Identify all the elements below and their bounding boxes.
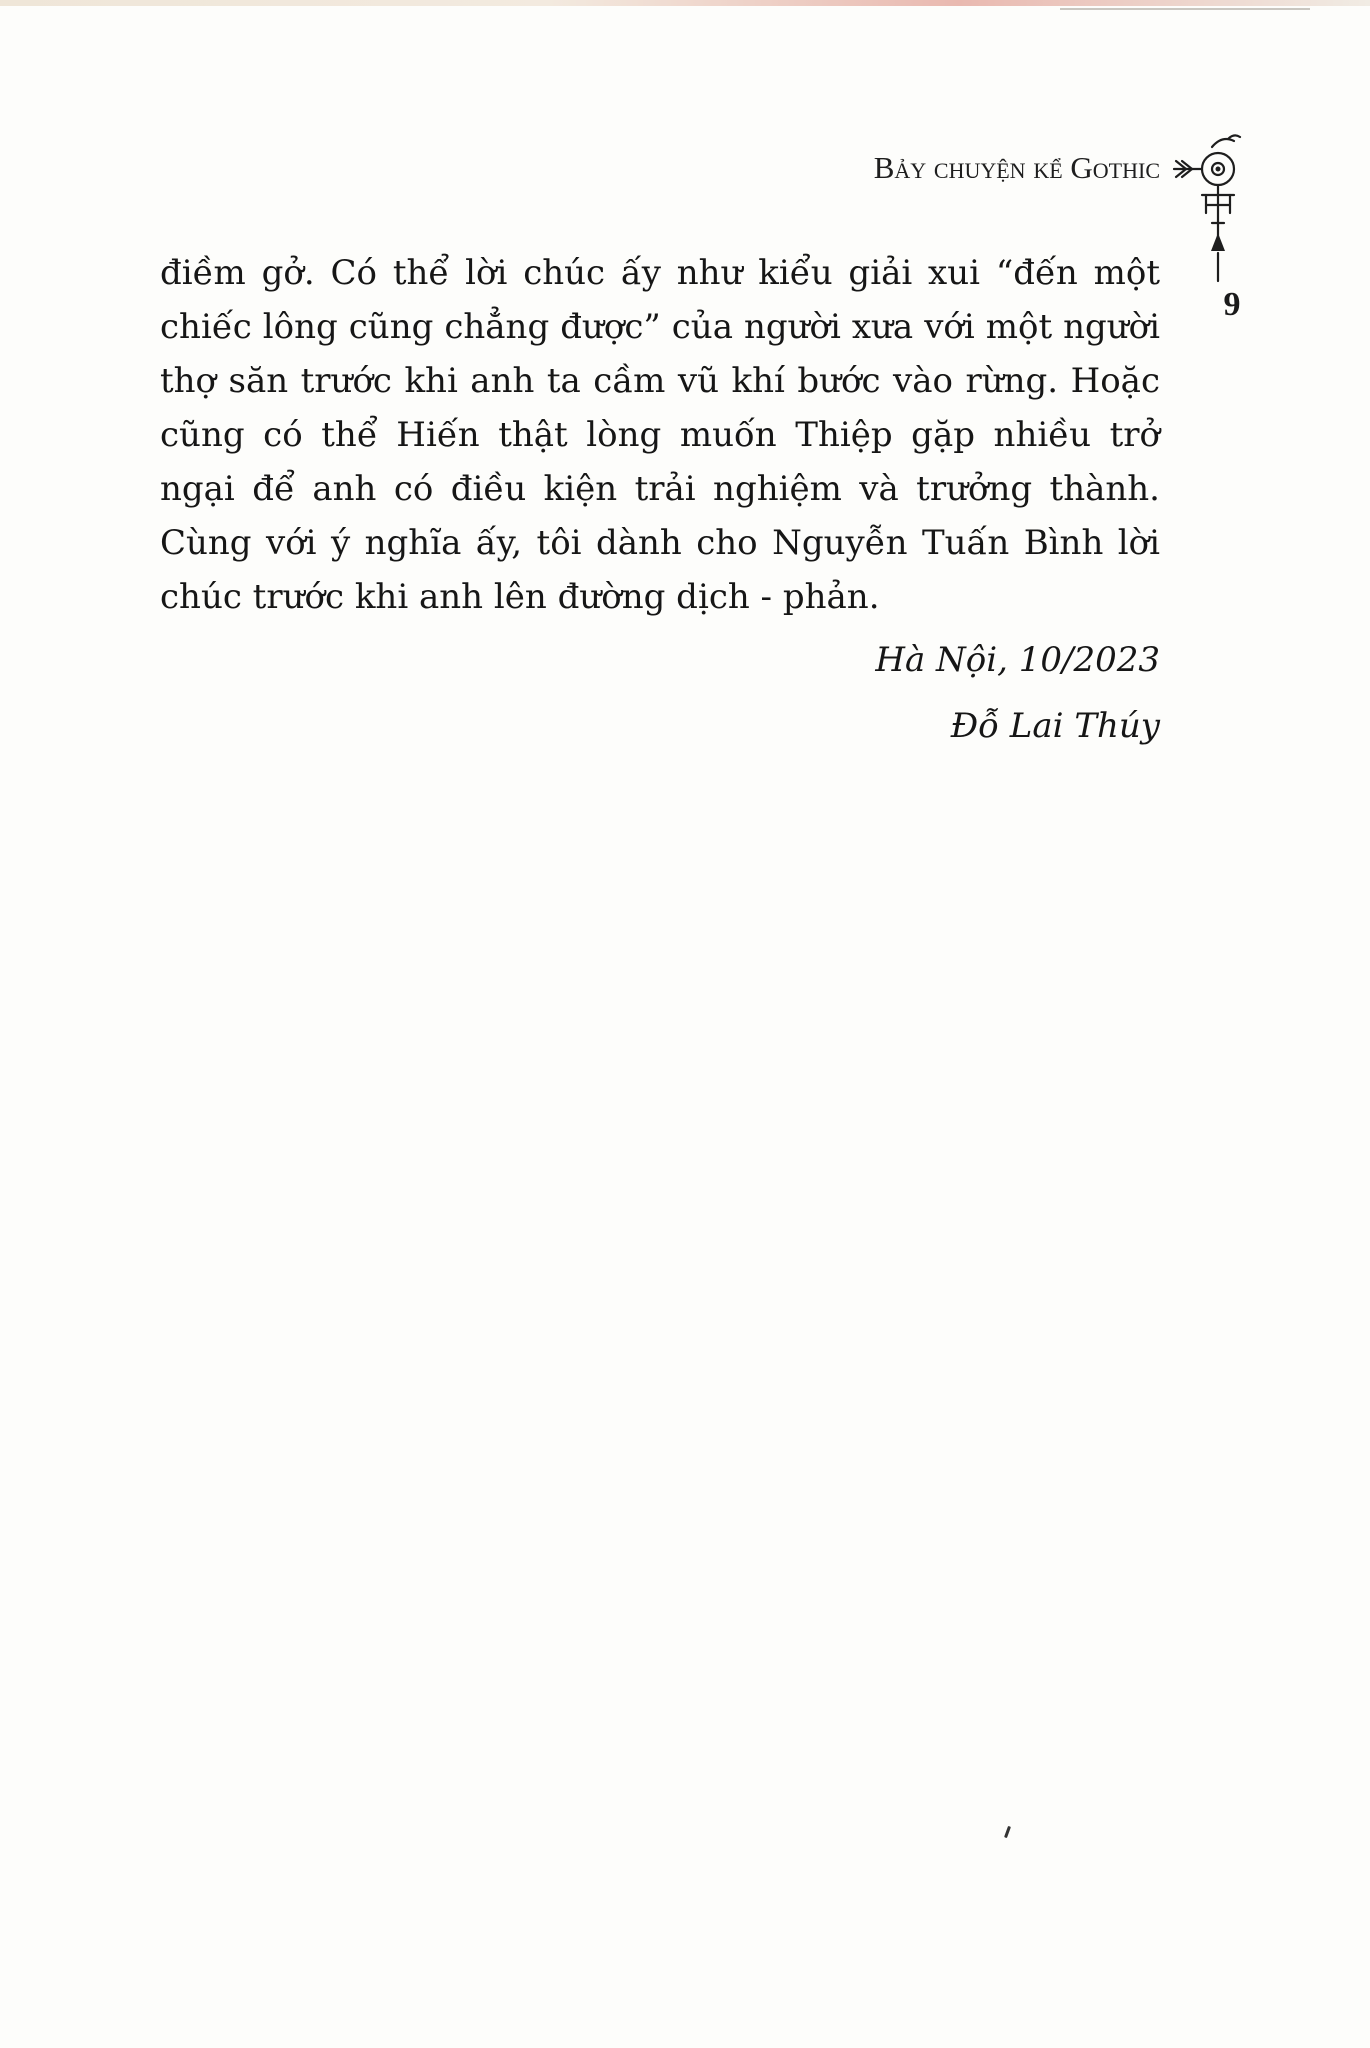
body-paragraph [160,246,1160,624]
signature-block [700,627,1160,759]
top-rule-line [1060,8,1310,10]
author-name: Đỗ Lai Thúy [950,706,1160,746]
gothic-crest-icon [1172,133,1250,283]
paragraph-text: điềm gở. Có thể lời chúc ấy như kiểu giải xui “đến một chiếc lông cũng chẳng được” của người xưa với một người thợ săn trước khi anh ta cầm vũ khí bước vào rừng. Hoặc cũng có thể Hiến thật lòng muốn Thiệp gặp nhiều trở ngại để anh có điều kiện trải nghiệm và trưởng thành. Cùng với ý nghĩa ấy, tôi dành cho Nguyễn Tuấn Bình lời chúc trước khi anh lên đường dịch - phản. [160,253,1160,617]
page-top-edge [0,0,1370,6]
place-date: Hà Nội, 10/2023 [875,640,1160,680]
ink-speck [1004,1826,1011,1838]
page-number: 9 [1223,286,1241,323]
running-head-title: Bảy chuyện kể Gothic [873,150,1160,185]
